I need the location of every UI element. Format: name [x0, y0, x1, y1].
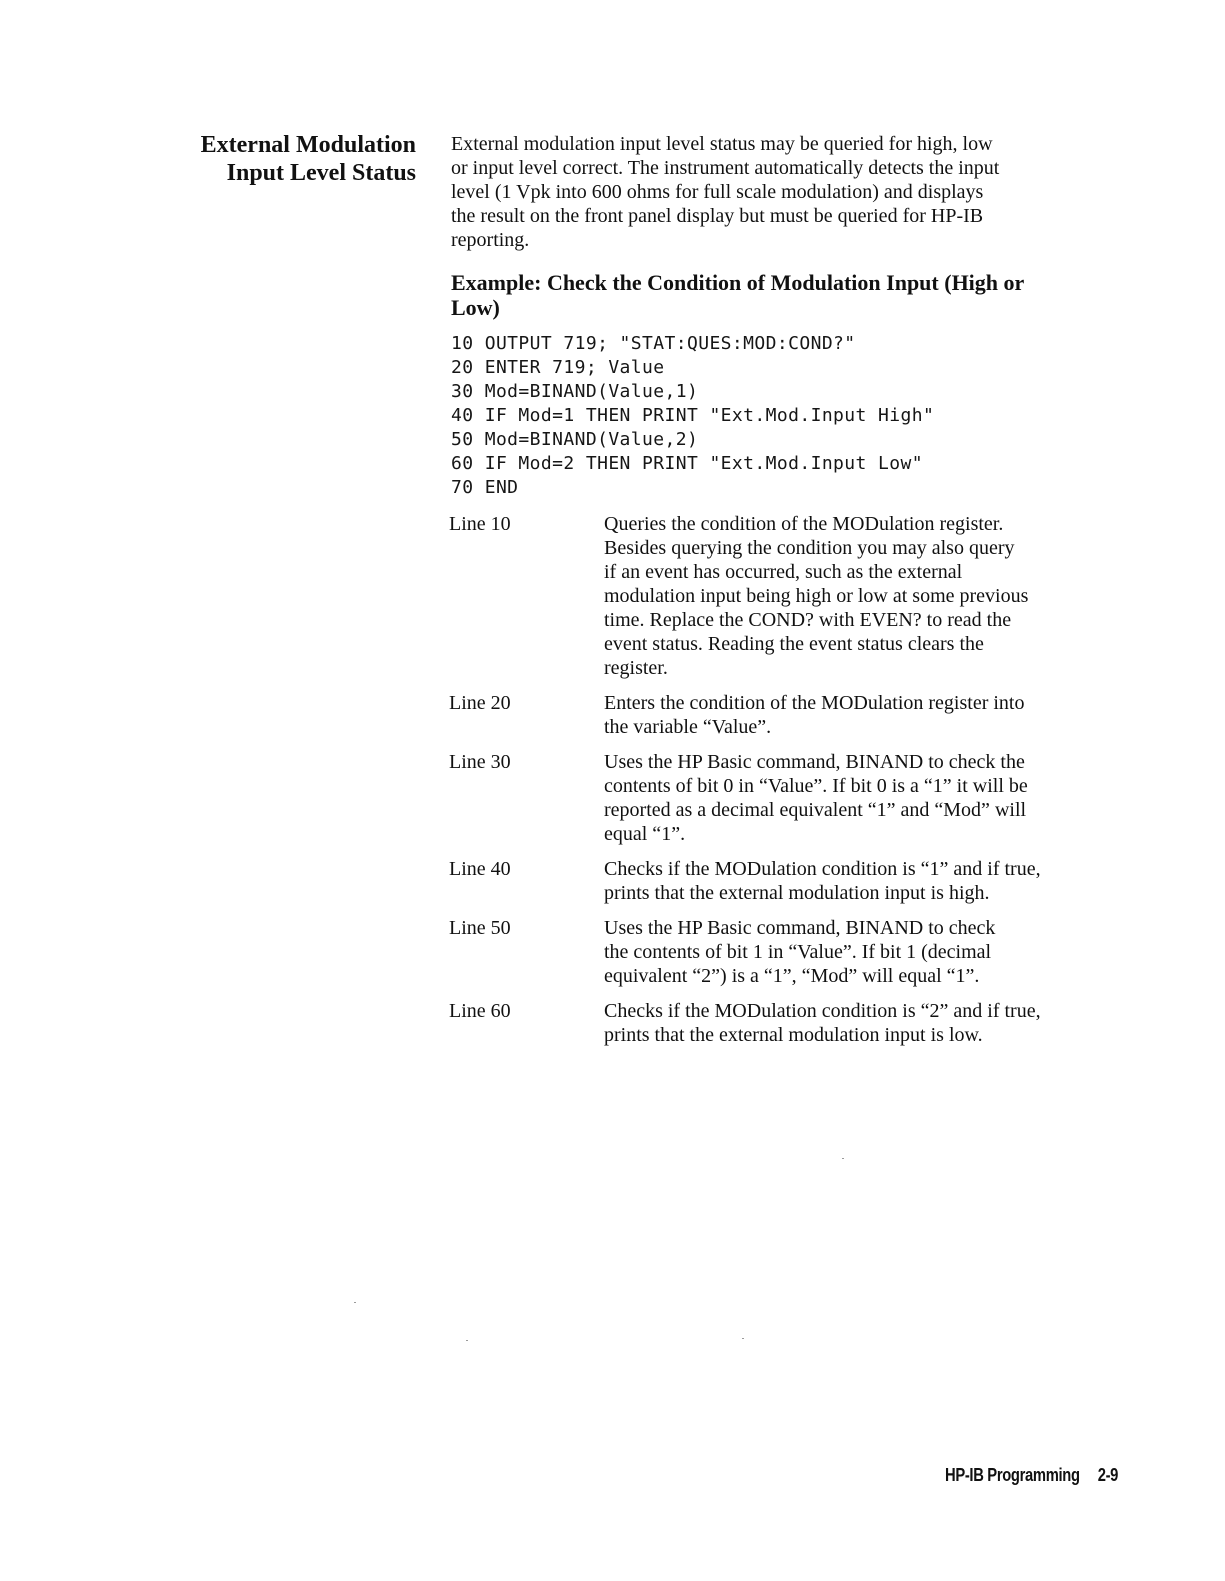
intro-line: reporting.: [451, 229, 530, 251]
line-note-label: Line 10: [449, 513, 511, 535]
line-note-text-line: if an event has occurred, such as the external: [604, 561, 963, 583]
code-line: 70 END: [451, 477, 519, 498]
intro-line: the result on the front panel display but must be queried for HP-IB: [451, 205, 984, 227]
line-note-label: Line 50: [449, 917, 511, 939]
line-note: [451, 512, 1116, 680]
line-note-text: [604, 916, 1116, 988]
line-note-label: Line 60: [449, 1000, 511, 1022]
line-note-label: Line 20: [449, 692, 511, 714]
line-note-text-line: contents of bit 0 in “Value”. If bit 0 is a “1” it will be: [604, 775, 1028, 797]
line-note-text-line: the contents of bit 1 in “Value”. If bit 1 (decimal: [604, 941, 992, 963]
intro-line: External modulation input level status may be queried for high, low: [451, 133, 993, 155]
line-note: [451, 916, 1116, 988]
main-content: [451, 132, 1116, 1058]
line-notes: [451, 512, 1116, 1047]
code-line: 40 IF Mod=1 THEN PRINT "Ext.Mod.Input High": [451, 405, 935, 426]
line-note-text: [604, 691, 1116, 739]
line-note: [451, 999, 1116, 1047]
section-heading-line-2: Input Level Status: [226, 160, 416, 186]
line-note-text: [604, 857, 1116, 905]
intro-line: or input level correct. The instrument automatically detects the input: [451, 157, 1000, 179]
line-note-text-line: Queries the condition of the MODulation register.: [604, 513, 1004, 535]
scan-speck: [742, 1338, 744, 1339]
line-note-text-line: prints that the external modulation input is high.: [604, 882, 990, 904]
code-line: 20 ENTER 719; Value: [451, 357, 665, 378]
line-note: [451, 857, 1116, 905]
scan-speck: [466, 1340, 468, 1341]
code-line: 10 OUTPUT 719; "STAT:QUES:MOD:COND?": [451, 333, 856, 354]
line-note-text-line: the variable “Value”.: [604, 716, 772, 738]
example-title-line-2: Low): [451, 295, 500, 320]
line-note-text: [604, 512, 1116, 680]
example-title-line-1: Example: Check the Condition of Modulation Input (High or: [451, 270, 1025, 295]
line-note-text-line: reported as a decimal equivalent “1” and “Mod” will: [604, 799, 1027, 821]
line-note: [451, 750, 1116, 846]
line-note-label: Line 30: [449, 751, 511, 773]
code-line: 30 Mod=BINAND(Value,1): [451, 381, 699, 402]
line-note-text-line: Checks if the MODulation condition is “2” and if true,: [604, 1000, 1041, 1022]
line-note-text-line: equal “1”.: [604, 823, 686, 845]
footer-section-title: HP-IB Programming: [944, 1465, 1080, 1485]
line-note-text-line: event status. Reading the event status clears the: [604, 633, 984, 655]
line-note-text-line: equivalent “2”) is a “1”, “Mod” will equal “1”.: [604, 965, 980, 987]
line-note-text-line: time. Replace the COND? with EVEN? to read the: [604, 609, 1012, 631]
example-title: [451, 270, 1116, 320]
footer-page-number: 2-9: [1097, 1465, 1118, 1485]
intro-line: level (1 Vpk into 600 ohms for full scale modulation) and displays: [451, 181, 984, 203]
line-note-label: Line 40: [449, 858, 511, 880]
line-note-text-line: prints that the external modulation input is low.: [604, 1024, 983, 1046]
code-line: 50 Mod=BINAND(Value,2): [451, 429, 699, 450]
intro-paragraph: [451, 132, 1116, 252]
line-note-text-line: modulation input being high or low at some previous: [604, 585, 1029, 607]
code-line: 60 IF Mod=2 THEN PRINT "Ext.Mod.Input Low": [451, 453, 923, 474]
page-footer: [945, 1465, 1118, 1486]
line-note-text: [604, 750, 1116, 846]
line-note-text-line: Besides querying the condition you may also query: [604, 537, 1015, 559]
section-heading-line-1: External Modulation: [200, 132, 416, 158]
code-listing: [451, 332, 1116, 500]
line-note-text-line: Uses the HP Basic command, BINAND to check the: [604, 751, 1025, 773]
section-heading: [130, 131, 416, 187]
line-note-text-line: Uses the HP Basic command, BINAND to check: [604, 917, 996, 939]
line-note-text-line: register.: [604, 657, 668, 679]
line-note-text-line: Checks if the MODulation condition is “1” and if true,: [604, 858, 1041, 880]
scan-speck: [354, 1302, 356, 1303]
scan-speck: [842, 1158, 844, 1159]
line-note-text: [604, 999, 1116, 1047]
line-note: [451, 691, 1116, 739]
line-note-text-line: Enters the condition of the MODulation register into: [604, 692, 1025, 714]
